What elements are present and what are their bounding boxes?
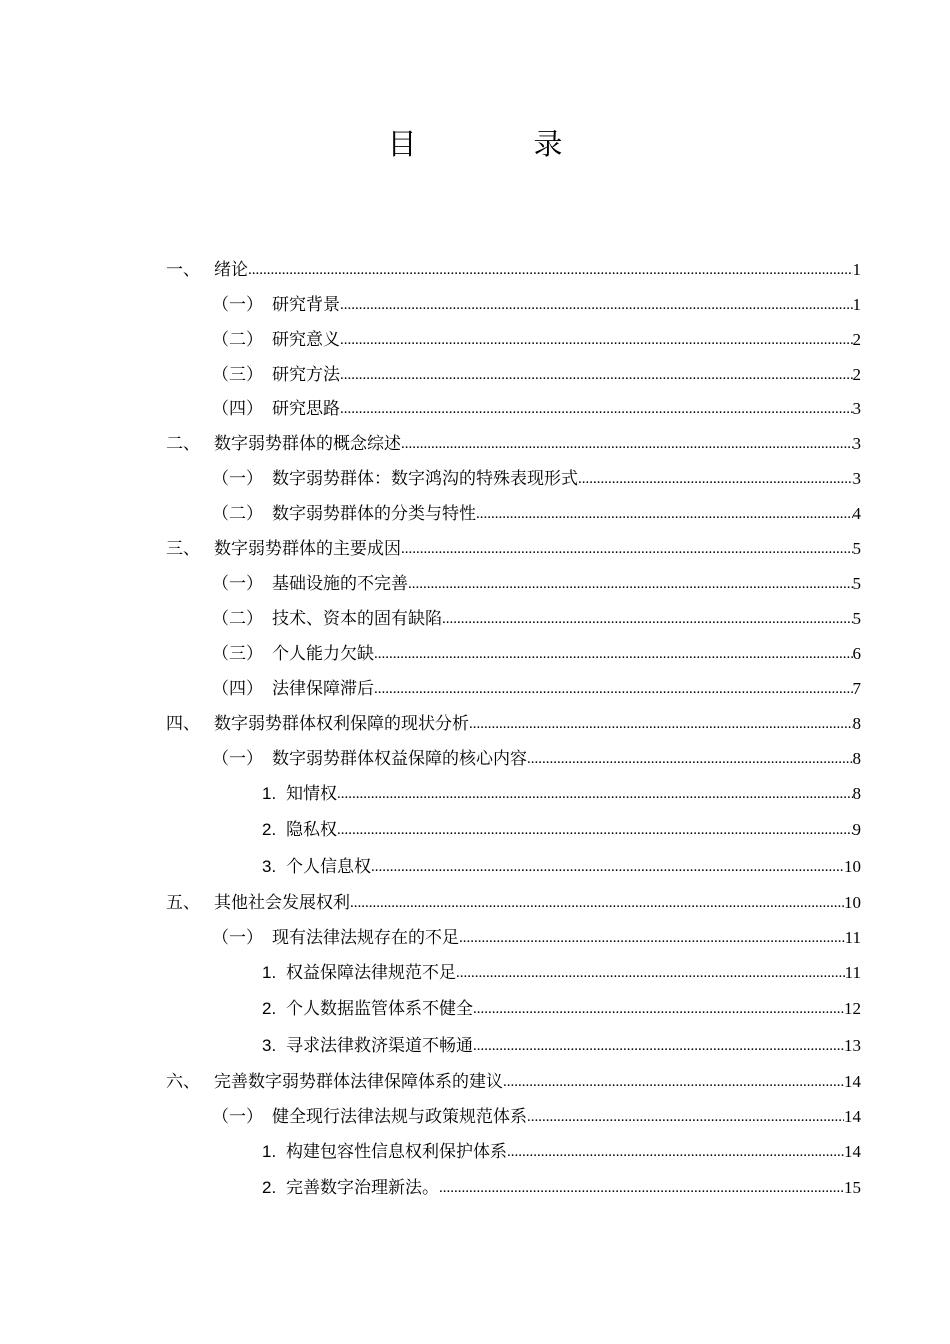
toc-entry-number: 2. (262, 820, 277, 839)
dot-leader (476, 505, 853, 523)
toc-entry[interactable] (166, 257, 861, 281)
toc-entry[interactable] (212, 676, 861, 700)
toc-entry-page: 6 (852, 644, 861, 663)
dot-leader (340, 296, 853, 314)
toc-entry[interactable] (166, 1069, 861, 1093)
toc-entry[interactable] (262, 1139, 861, 1163)
toc-entry[interactable] (262, 960, 861, 984)
toc-entry[interactable] (212, 641, 861, 665)
dot-leader (337, 785, 853, 803)
page-title: 目 录 (387, 127, 607, 161)
toc-entry-number: 六、 (166, 1072, 200, 1092)
toc-entry-title: 隐私权 (286, 820, 337, 840)
toc-entry-page: 11 (844, 963, 861, 982)
toc-entry[interactable] (212, 292, 861, 316)
toc-entry-title: 数字弱势群体的分类与特性 (272, 504, 476, 524)
dot-leader (527, 750, 853, 768)
dot-leader (473, 1000, 844, 1018)
toc-entry[interactable] (212, 746, 861, 770)
toc-entry-number: （一） (212, 749, 263, 769)
toc-entry-page: 15 (844, 1178, 861, 1197)
toc-entry[interactable] (212, 606, 861, 630)
dot-leader (337, 821, 853, 839)
toc-entry-number: 1. (262, 963, 277, 982)
toc-entry-title: 研究思路 (272, 399, 340, 419)
toc-entry-page: 5 (852, 574, 861, 593)
toc-entry-title: 其他社会发展权利 (214, 893, 350, 913)
toc-entry-page: 8 (852, 784, 861, 803)
toc-entry[interactable] (262, 1175, 861, 1199)
toc-entry-page: 10 (844, 893, 861, 912)
toc-entry[interactable] (262, 781, 861, 805)
toc-entry[interactable] (212, 501, 861, 525)
toc-entry-title: 现有法律法规存在的不足 (272, 928, 459, 948)
toc-entry-title: 知情权 (286, 784, 337, 804)
toc-entry-title: 个人数据监管体系不健全 (286, 999, 473, 1019)
toc-entry[interactable] (212, 466, 861, 490)
toc-entry-title: 个人信息权 (286, 857, 371, 877)
toc-entry-title: 数字弱势群体：数字鸿沟的特殊表现形式 (272, 469, 578, 489)
toc-entry-number: 1. (262, 784, 277, 803)
toc-entry-page: 14 (844, 1072, 861, 1091)
toc-entry-page: 12 (844, 999, 861, 1018)
toc-entry-number: （一） (212, 1107, 263, 1127)
toc-entry[interactable] (262, 817, 861, 841)
toc-entry-page: 2 (852, 330, 861, 349)
toc-entry[interactable] (166, 431, 861, 455)
toc-entry-page: 2 (852, 365, 861, 384)
toc-entry[interactable] (212, 362, 861, 386)
toc-entry[interactable] (212, 1104, 861, 1128)
toc-entry[interactable] (262, 854, 861, 878)
toc-entry[interactable] (166, 890, 861, 914)
toc-entry-title: 健全现行法律法规与政策规范体系 (272, 1107, 527, 1127)
toc-entry-number: 五、 (166, 893, 200, 913)
dot-leader (527, 1108, 844, 1126)
toc-entry-title: 完善数字弱势群体法律保障体系的建议 (214, 1072, 503, 1092)
dot-leader (578, 470, 853, 488)
toc-entry-title: 数字弱势群体的概念综述 (214, 434, 401, 454)
dot-leader (374, 680, 853, 698)
toc-entry-title: 数字弱势群体的主要成因 (214, 539, 401, 559)
toc-entry-number: （四） (212, 399, 263, 419)
toc-entry-title: 完善数字治理新法。 (286, 1178, 439, 1198)
toc-entry-number: （三） (212, 365, 263, 385)
toc-entry-title: 基础设施的不完善 (272, 574, 408, 594)
toc-entry[interactable] (166, 536, 861, 560)
toc-entry-page: 14 (844, 1107, 861, 1126)
toc-entry-title: 数字弱势群体权益保障的核心内容 (272, 749, 527, 769)
toc-entry-number: （二） (212, 609, 263, 629)
toc-entry-number: 2. (262, 1178, 277, 1197)
dot-leader (371, 858, 844, 876)
toc-entry[interactable] (166, 711, 861, 735)
dot-leader (408, 575, 853, 593)
toc-entry-title: 寻求法律救济渠道不畅通 (286, 1036, 473, 1056)
toc-entry-page: 11 (844, 928, 861, 947)
toc-entry[interactable] (212, 571, 861, 595)
toc-entry-page: 1 (852, 295, 861, 314)
toc-entry-number: （一） (212, 295, 263, 315)
toc-entry-title: 构建包容性信息权利保护体系 (286, 1142, 507, 1162)
toc-entry-title: 技术、资本的固有缺陷 (272, 609, 442, 629)
dot-leader (340, 400, 853, 418)
toc-entry-number: （四） (212, 679, 263, 699)
toc-entry-page: 10 (844, 857, 861, 876)
toc-entry-number: 2. (262, 999, 277, 1018)
toc-entry[interactable] (262, 1033, 861, 1057)
dot-leader (503, 1073, 844, 1091)
dot-leader (507, 1143, 844, 1161)
dot-leader (473, 1037, 844, 1055)
toc-entry-page: 4 (852, 504, 861, 523)
toc-entry-page: 13 (844, 1036, 861, 1055)
toc-entry-number: （一） (212, 469, 263, 489)
toc-entry-number: （一） (212, 928, 263, 948)
toc-entry-title: 权益保障法律规范不足 (286, 963, 456, 983)
toc-entry-page: 14 (844, 1142, 861, 1161)
dot-leader (350, 894, 844, 912)
toc-entry-page: 3 (852, 434, 861, 453)
dot-leader (340, 366, 853, 384)
toc-entry-page: 3 (852, 399, 861, 418)
dot-leader (442, 610, 853, 628)
dot-leader (374, 645, 853, 663)
toc-entry-title: 绪论 (214, 260, 248, 280)
dot-leader (248, 261, 853, 279)
toc-entry-page: 1 (852, 260, 861, 279)
toc-entry-title: 法律保障滞后 (272, 679, 374, 699)
toc-entry-title: 个人能力欠缺 (272, 644, 374, 664)
toc-entry-number: 1. (262, 1142, 277, 1161)
toc-entry-title: 研究方法 (272, 365, 340, 385)
toc-entry-title: 数字弱势群体权利保障的现状分析 (214, 714, 469, 734)
toc-entry-page: 3 (852, 469, 861, 488)
toc-entry-number: （二） (212, 330, 263, 350)
toc-entry-number: 一、 (166, 260, 200, 280)
toc-entry[interactable] (212, 327, 861, 351)
toc-entry[interactable] (212, 396, 861, 420)
dot-leader (340, 331, 853, 349)
toc-entry-title: 研究意义 (272, 330, 340, 350)
toc-entry-number: 三、 (166, 539, 200, 559)
toc-entry-title: 研究背景 (272, 295, 340, 315)
dot-leader (401, 540, 853, 558)
dot-leader (456, 964, 845, 982)
toc-entry[interactable] (212, 925, 861, 949)
toc-entry-number: （二） (212, 504, 263, 524)
dot-leader (439, 1179, 844, 1197)
toc-entry-page: 7 (852, 679, 861, 698)
toc-entry-number: （三） (212, 644, 263, 664)
toc-entry-page: 5 (852, 539, 861, 558)
toc-entry-number: 3. (262, 1036, 277, 1055)
toc-entry-page: 8 (852, 749, 861, 768)
toc-entry-number: 二、 (166, 434, 200, 454)
toc-entry-page: 5 (852, 609, 861, 628)
dot-leader (459, 929, 845, 947)
toc-entry[interactable] (262, 996, 861, 1020)
toc-entry-page: 9 (852, 820, 861, 839)
toc-entry-number: 3. (262, 857, 277, 876)
toc-entry-page: 8 (852, 714, 861, 733)
toc-entry-number: 四、 (166, 714, 200, 734)
toc-entry-number: （一） (212, 574, 263, 594)
dot-leader (469, 715, 853, 733)
dot-leader (401, 435, 853, 453)
